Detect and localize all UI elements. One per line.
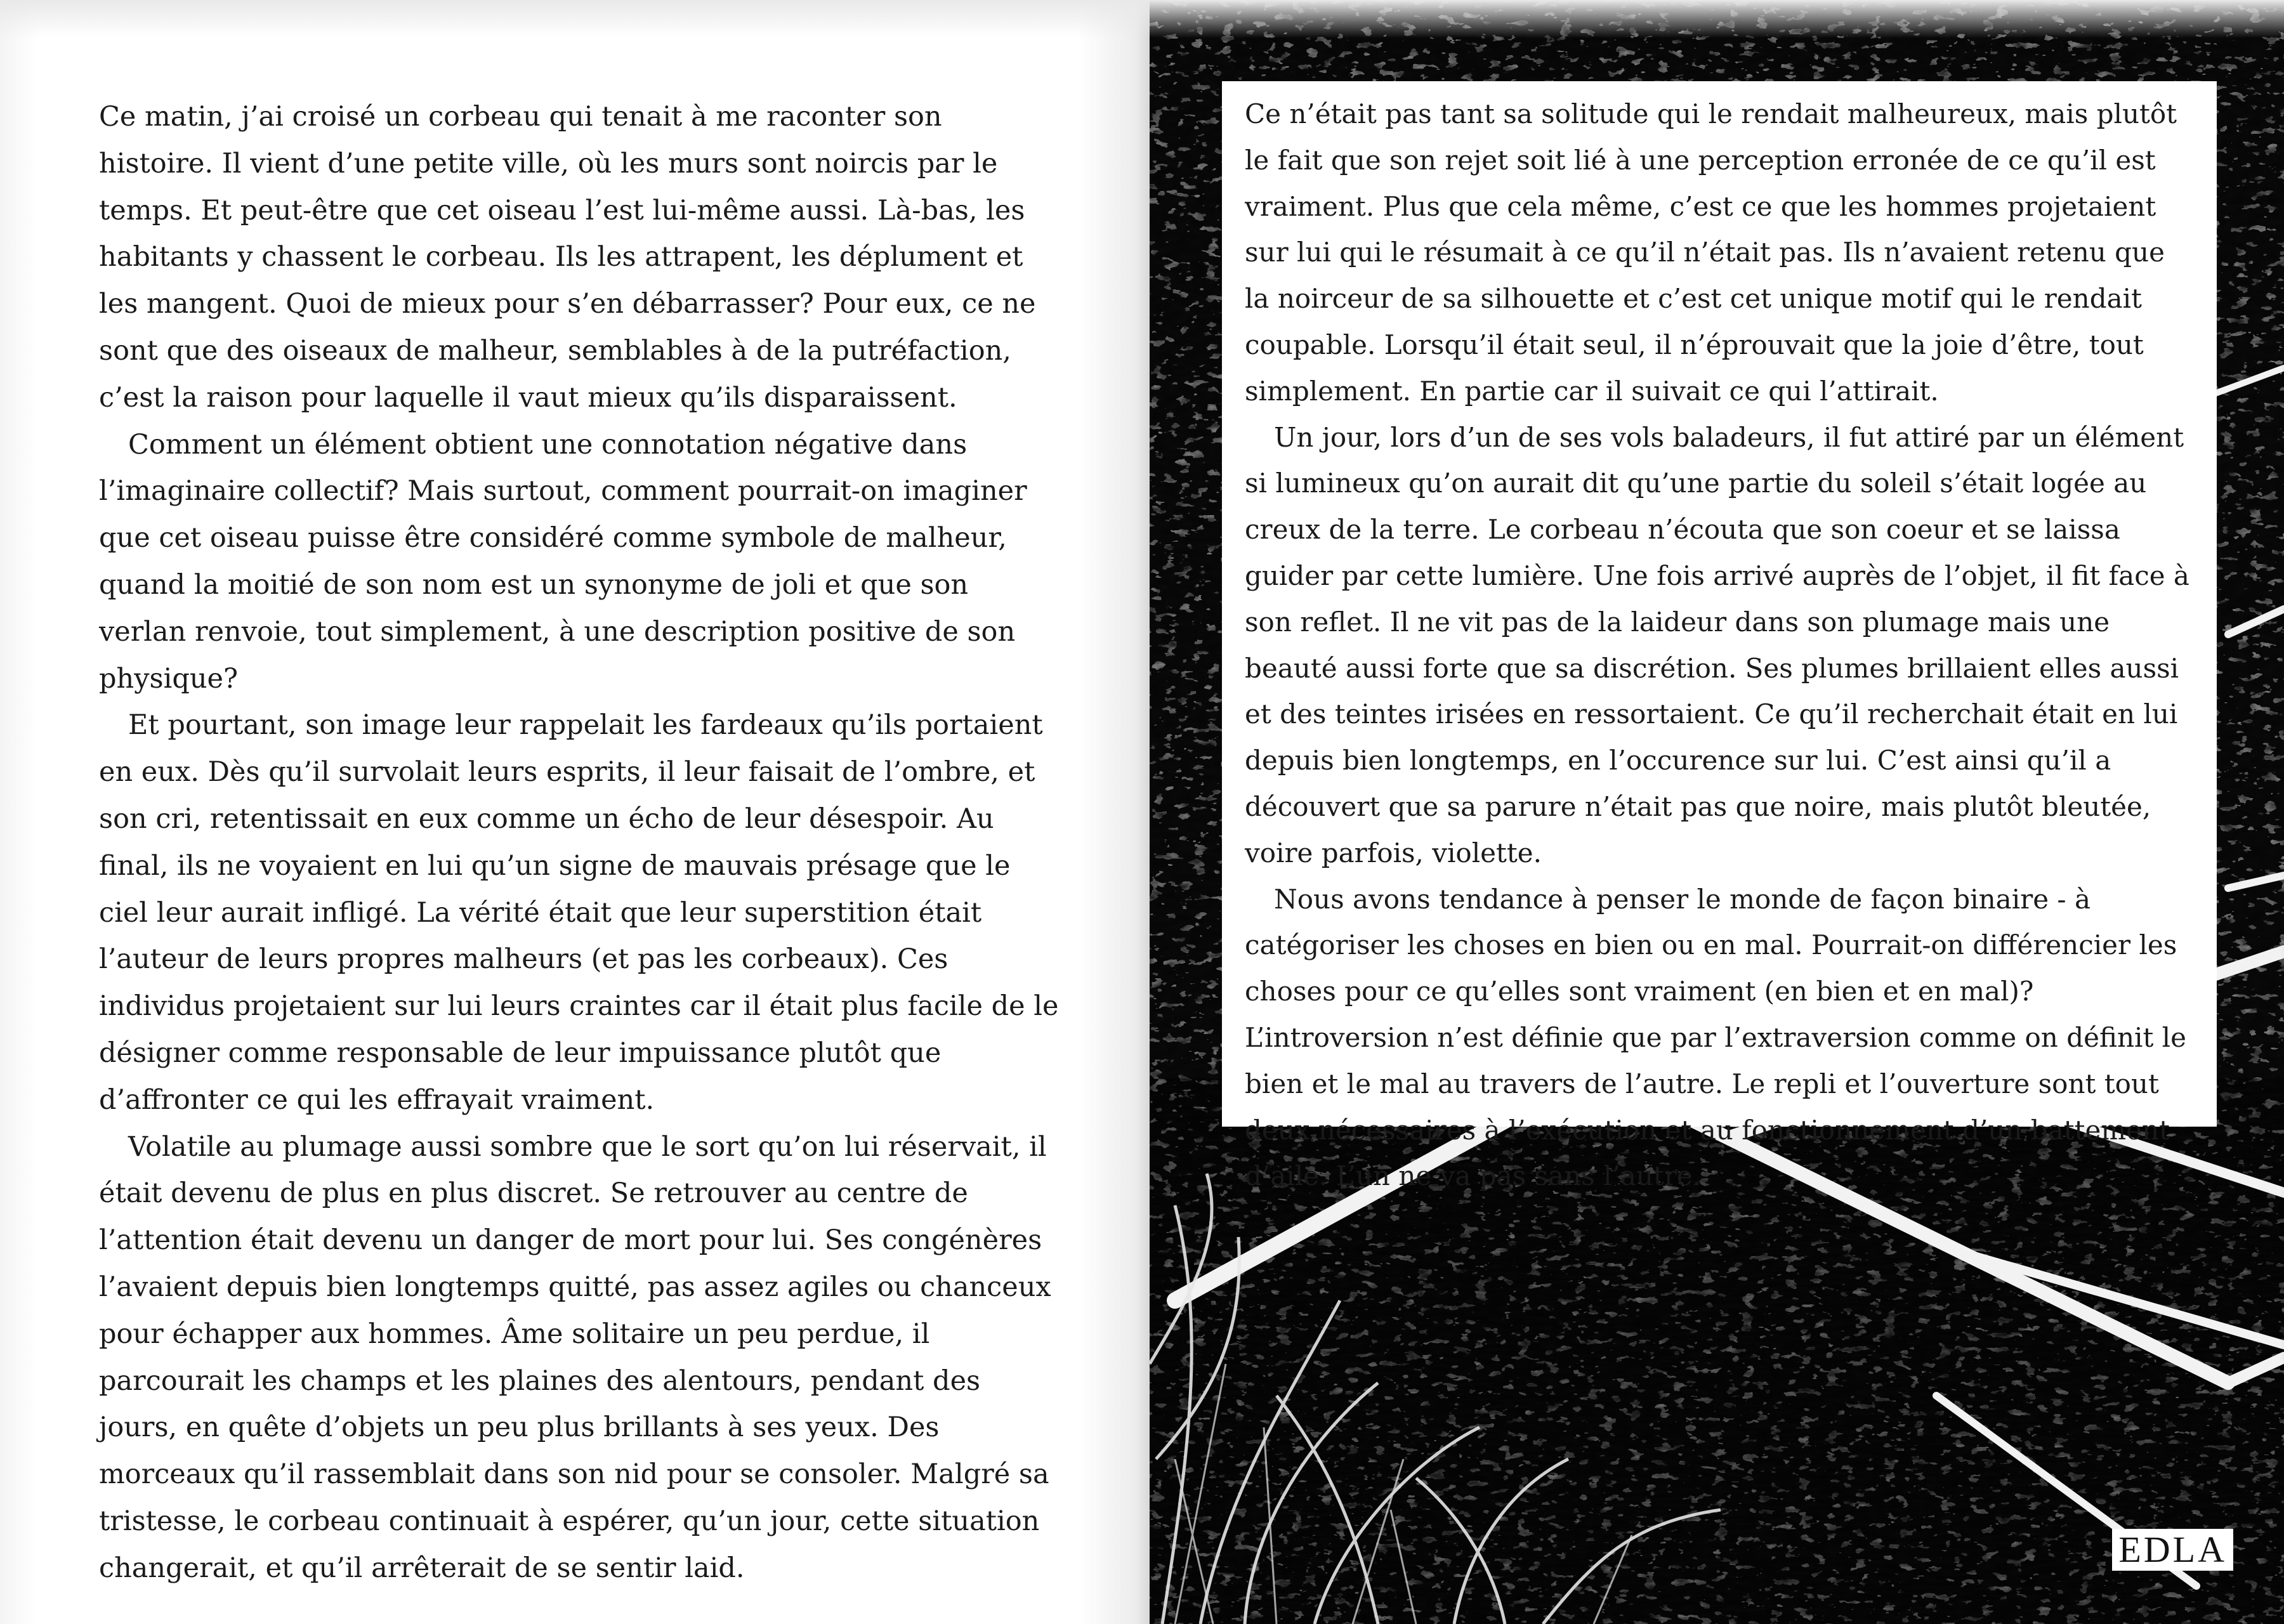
right-page-text-box (1222, 81, 2217, 1192)
right-paragraph-1: Ce n’était pas tant sa solitude qui le rendait malheureux, mais plutôt le fait que son rejet soit lié à une perception erronée de ce qu’il est vraiment. Plus que cela même, c’est ce que les hommes projetaient sur lui qui le résumait à ce qu’il n’était pas. Ils n’avaient retenu que la noirceur de sa silhouette et c’est cet unique motif qui le rendait coupable. Lorsqu’il était seul, il n’éprouvait que la joie d’être, tout simplement. En partie car il suivait ce qui l’attirait. (1245, 98, 2177, 407)
scan-top-edge (0, 0, 2284, 38)
right-paragraph-3: Nous avons tendance à penser le monde de façon binaire - à catégoriser les choses en bien ou en mal. Pourrait-on différencier les choses pour ce qu’elles sont vraiment (en bien et en mal)? L’introversion n’est définie que par l’extraversion comme on définit le bien et le mal au travers de l’autre. Le repli et l’ouverture sont tout deux nécessaires à l’exécution et au fonctionnement d’un battement d’aile. L’un ne va pas sans l’autre. (1245, 883, 2186, 1192)
left-paragraph-1: Ce matin, j’ai croisé un corbeau qui tenait à me raconter son histoire. Il vient d’une petite ville, où les murs sont noircis par le temps. Et peut-être que cet oiseau l’est lui-même aussi. Là-bas, les habitants y chassent le corbeau. Ils les attrapent, les déplument et les mangent. Quoi de mieux pour s’en débarrasser? Pour eux, ce ne sont que des oiseaux de malheur, semblables à de la putréfaction, c’est la raison pour laquelle il vaut mieux qu’ils disparaissent. (99, 101, 1036, 414)
left-paragraph-2: Comment un élément obtient une connotation négative dans l’imaginaire collectif? Mais surtout, comment pourrait-on imaginer que cet oiseau puisse être considéré comme symbole de malheur, quand la moitié de son nom est un synonyme de joli et que son verlan renvoie, tout simplement, à une description positive de son physique? (99, 428, 1027, 695)
left-page-text (99, 94, 1063, 1592)
publisher-logo: EDLA (2112, 1529, 2233, 1571)
left-paragraph-4: Volatile au plumage aussi sombre que le sort qu’on lui réservait, il était devenu de plus en plus discret. Se retrouver au centre de l’attention était devenu un danger de mort pour lui. Ses congénères l’avaient depuis bien longtemps quitté, pas assez agiles ou chanceux pour échapper aux hommes. Âme solitaire un peu perdue, il parcourait les champs et les plaines des alentours, pendant des jours, en quête d’objets un peu plus brillants à ses yeux. Des morceaux qu’il rassemblait dans son nid pour se consoler. Malgré sa tristesse, le corbeau continuait à espérer, qu’un jour, cette situation changerait, et qu’il arrêterait de se sentir laid. (99, 1130, 1051, 1584)
right-paragraph-2: Un jour, lors d’un de ses vols baladeurs, il fut attiré par un élément si lumineux qu’on aurait dit qu’une partie du soleil s’était logée au creux de la terre. Le corbeau n’écouta que son coeur et se laissa guider par cette lumière. Une fois arrivé auprès de l’objet, il fit face à son reflet. Il ne vit pas de la laideur dans son plumage mais une beauté aussi forte que sa discrétion. Ses plumes brillaient elles aussi et des teintes irisées en ressortaient. Ce qu’il recherchait était en lui depuis bien longtemps, en l’occurence sur lui. C’est ainsi qu’il a découvert que sa parure n’était pas que noire, mais plutôt bleutée, voire parfois, violette. (1245, 421, 2189, 868)
left-paragraph-3: Et pourtant, son image leur rappelait les fardeaux qu’ils portaient en eux. Dès qu’il survolait leurs esprits, il leur faisait de l’ombre, et son cri, retentissait en eux comme un écho de leur désespoir. Au final, ils ne voyaient en lui qu’un signe de mauvais présage que le ciel leur aurait infligé. La vérité était que leur superstition était l’auteur de leurs propres malheurs (et pas les corbeaux). Ces individus projetaient sur lui leurs craintes car il était plus facile de le désigner comme responsable de leur impuissance plutôt que d’affronter ce qui les effrayait vraiment. (99, 709, 1059, 1116)
book-gutter-shadow (2279, 0, 2284, 1624)
